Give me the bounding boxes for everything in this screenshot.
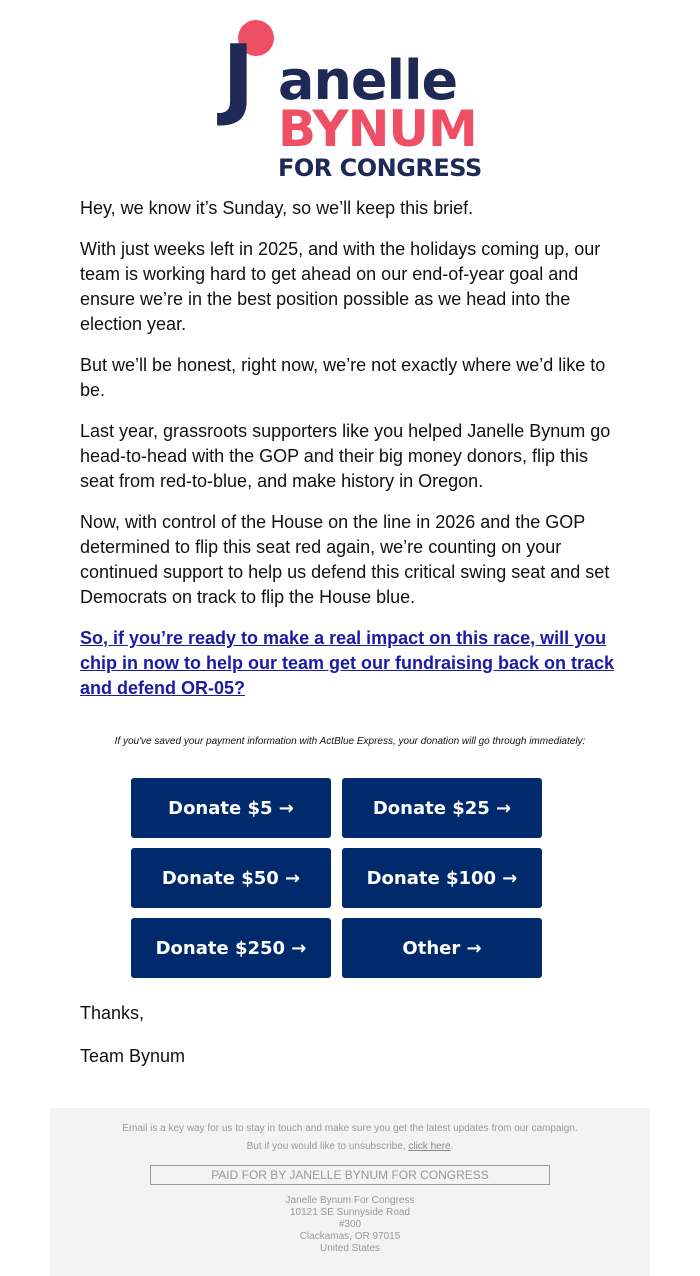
email-body	[80, 196, 625, 701]
donate-50-button[interactable]: Donate $50 →	[131, 848, 331, 908]
signoff-thanks: Thanks,	[80, 1003, 145, 1023]
address-name: Janelle Bynum For Congress	[285, 1195, 415, 1206]
logo-initial: J	[222, 26, 255, 129]
cta-link[interactable]: So, if you’re ready to make a real impact on this race, will you chip in now to help our team get our fundraising back on track and defend OR-05?	[80, 628, 615, 698]
footer-email-note: Email is a key way for us to stay in touch and make sure you get the latest updates from our campaign.	[122, 1123, 578, 1134]
paragraph-defend: Now, with control of the House on the line in 2026 and the GOP determined to flip this seat red again, we’re counting on your continued support to help us defend this critical swing seat and set Democrats on track to flip the House blue.	[80, 512, 610, 607]
logo-last-name: BYNUM	[278, 100, 477, 158]
paragraph-intro: Hey, we know it’s Sunday, so we’ll keep this brief.	[80, 198, 474, 218]
paragraph-history: Last year, grassroots supporters like you helped Janelle Bynum go head-to-head with the GOP and their big money donors, flip this seat from red-to-blue, and make history in Oregon.	[80, 421, 611, 491]
logo-tagline: FOR CONGRESS	[278, 154, 482, 182]
donate-25-button[interactable]: Donate $25 →	[342, 778, 542, 838]
email-footer	[50, 1108, 650, 1276]
address-suite: #300	[338, 1219, 362, 1230]
address-city: Clackamas, OR 97015	[299, 1231, 401, 1242]
address-country: United States	[319, 1243, 381, 1254]
paid-for-disclaimer: PAID FOR BY JANELLE BYNUM FOR CONGRESS	[150, 1165, 550, 1185]
unsubscribe-link[interactable]: click here	[408, 1141, 451, 1152]
signoff-team: Team Bynum	[80, 1046, 186, 1066]
unsubscribe-prefix: But if you would like to unsubscribe,	[246, 1141, 406, 1152]
donate-other-button[interactable]: Other →	[342, 918, 542, 978]
paragraph-honest: But we’ll be honest, right now, we’re not exactly where we’d like to be.	[80, 355, 606, 400]
actblue-note: If you've saved your payment information with ActBlue Express, your donation will go through immediately:	[114, 736, 586, 747]
footer-unsubscribe-line	[50, 1141, 650, 1152]
donate-100-button[interactable]: Donate $100 →	[342, 848, 542, 908]
unsubscribe-suffix: .	[450, 1141, 454, 1152]
donate-250-button[interactable]: Donate $250 →	[131, 918, 331, 978]
paragraph-goal: With just weeks left in 2025, and with the holidays coming up, our team is working hard to get ahead on our end-of-year goal and ensure we’re in the best position possible as we head into the election year.	[80, 239, 601, 334]
donate-5-button[interactable]: Donate $5 →	[131, 778, 331, 838]
address-street: 10121 SE Sunnyside Road	[289, 1207, 411, 1218]
logo-first-name: anelle	[278, 49, 458, 112]
campaign-logo	[222, 18, 482, 184]
mailing-address	[50, 1195, 650, 1255]
